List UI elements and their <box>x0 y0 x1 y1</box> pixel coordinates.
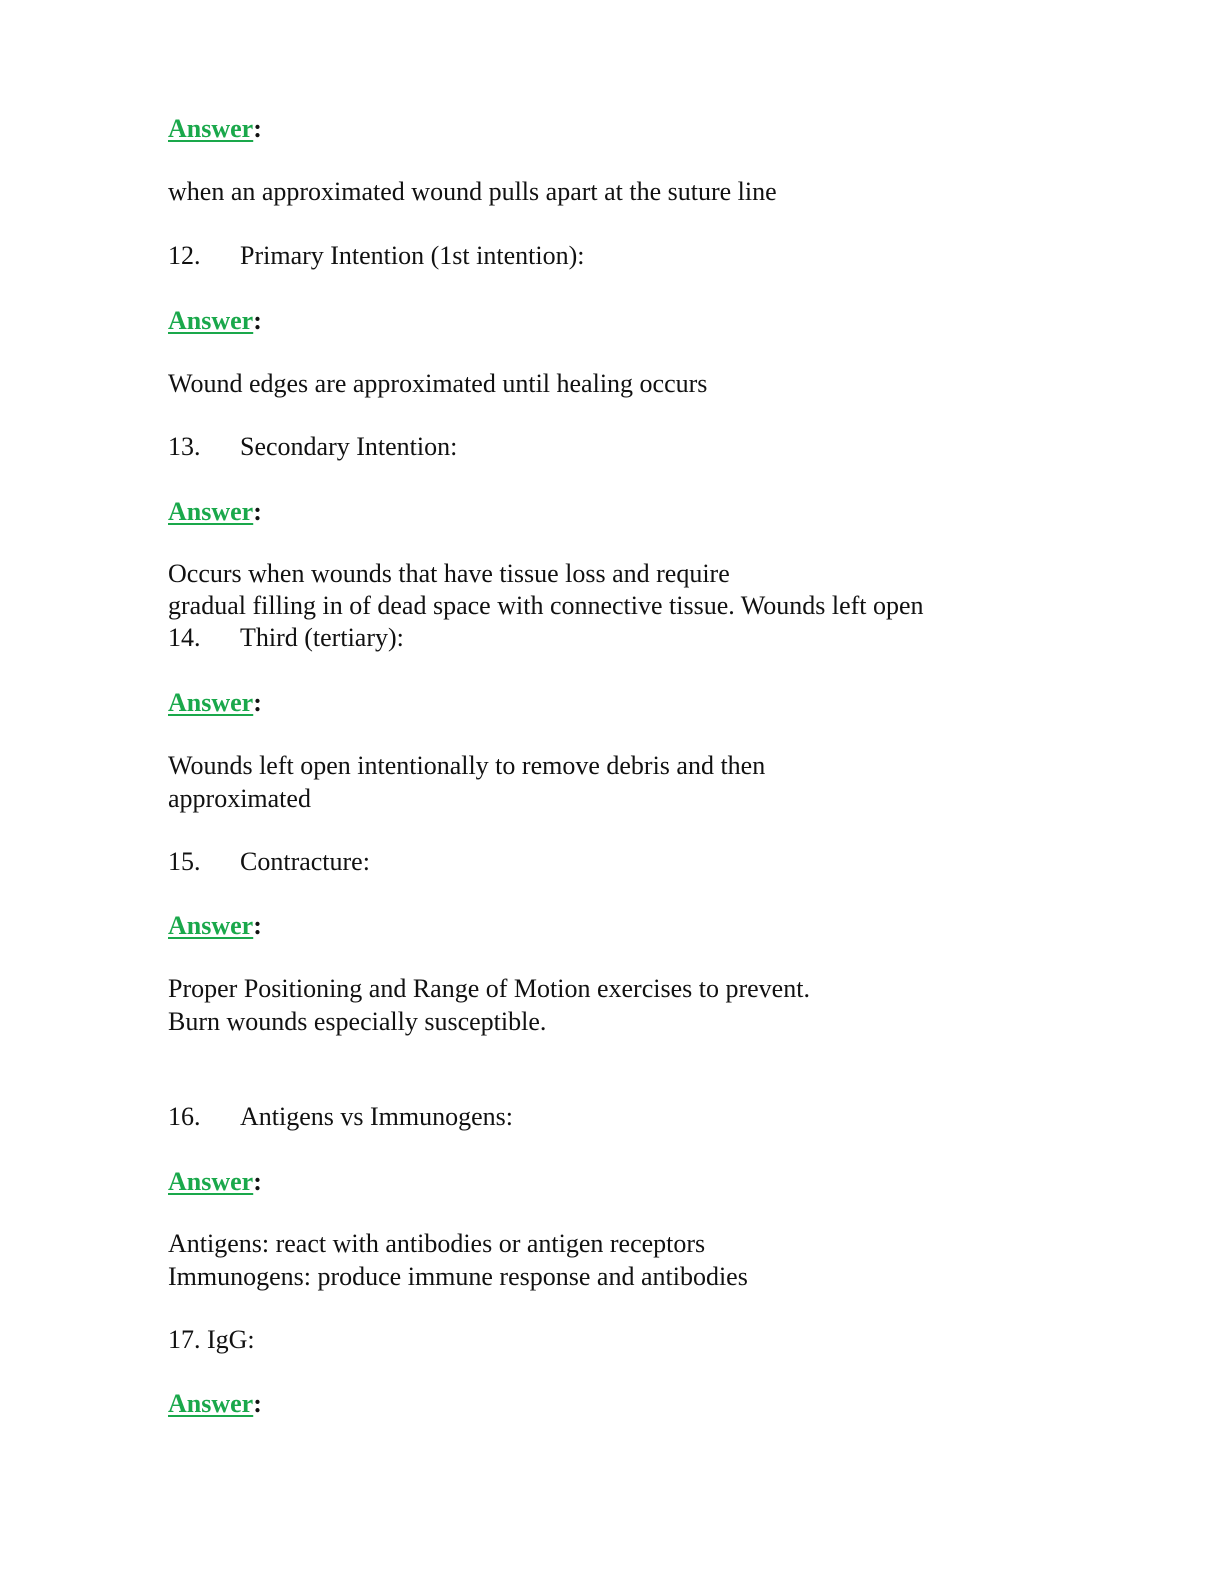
answer-colon: : <box>253 306 262 335</box>
answer-colon: : <box>253 911 262 940</box>
answer-text: Antigens: react with antibodies or antigen receptors <box>168 1229 706 1258</box>
question-16 <box>168 1101 513 1133</box>
question-14 <box>168 622 404 654</box>
question-number: 17. <box>168 1325 201 1354</box>
answer-heading <box>168 1388 262 1420</box>
answer-label: Answer <box>168 114 254 143</box>
answer-colon: : <box>253 688 262 717</box>
answer-text: Wounds left open intentionally to remove debris and then <box>168 751 766 780</box>
answer-colon: : <box>253 114 262 143</box>
answer-heading <box>168 1166 262 1198</box>
answer-text: Wound edges are approximated until healing occurs <box>168 369 708 398</box>
answer-text: Occurs when wounds that have tissue loss and require <box>168 559 730 588</box>
answer-label: Answer <box>168 306 254 335</box>
answer-heading <box>168 496 262 528</box>
answer-text: approximated <box>168 784 311 813</box>
answer-text: gradual filling in of dead space with connective tissue. Wounds left open <box>168 591 924 620</box>
question-title: Contracture: <box>240 847 370 876</box>
answer-label: Answer <box>168 688 254 717</box>
question-15 <box>168 846 370 878</box>
question-number: 13. <box>168 432 201 461</box>
question-number: 12. <box>168 241 201 270</box>
answer-text: when an approximated wound pulls apart at the suture line <box>168 177 777 206</box>
question-number: 14. <box>168 623 201 652</box>
question-title: IgG: <box>207 1325 255 1354</box>
answer-heading <box>168 687 262 719</box>
answer-colon: : <box>253 497 262 526</box>
question-number: 15. <box>168 847 201 876</box>
question-title: Secondary Intention: <box>240 432 458 461</box>
answer-text: Burn wounds especially susceptible. <box>168 1007 547 1036</box>
question-12 <box>168 240 584 272</box>
answer-text: Proper Positioning and Range of Motion exercises to prevent. <box>168 974 810 1003</box>
question-13 <box>168 431 457 463</box>
answer-text: Immunogens: produce immune response and antibodies <box>168 1262 748 1291</box>
answer-label: Answer <box>168 497 254 526</box>
question-number: 16. <box>168 1102 201 1131</box>
answer-heading <box>168 113 262 145</box>
question-title: Antigens vs Immunogens: <box>240 1102 513 1131</box>
answer-colon: : <box>253 1167 262 1196</box>
answer-heading <box>168 305 262 337</box>
answer-label: Answer <box>168 1167 254 1196</box>
answer-label: Answer <box>168 1389 254 1418</box>
question-title: Primary Intention (1st intention): <box>240 241 585 270</box>
answer-label: Answer <box>168 911 254 940</box>
question-17 <box>168 1324 255 1356</box>
question-title: Third (tertiary): <box>240 623 404 652</box>
answer-colon: : <box>253 1389 262 1418</box>
answer-heading <box>168 910 262 942</box>
